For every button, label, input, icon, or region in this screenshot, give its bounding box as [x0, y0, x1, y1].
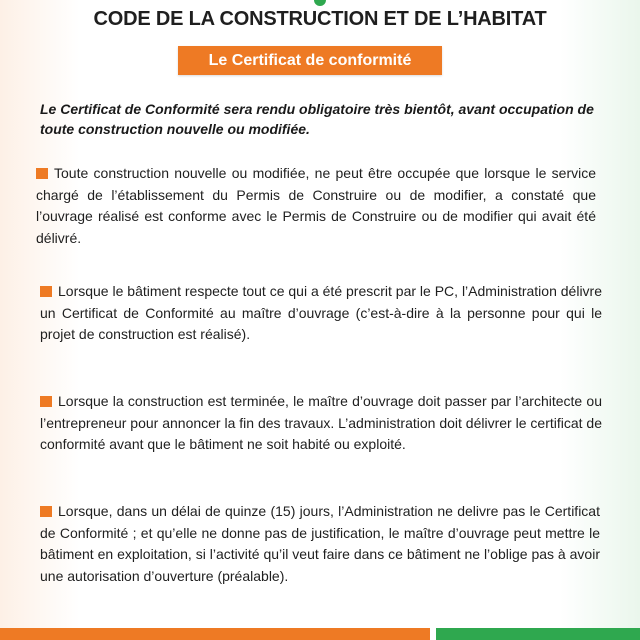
subtitle-text: Le Certificat de conformité: [208, 51, 412, 69]
square-bullet-icon: [40, 396, 52, 407]
top-accent-mark: [314, 0, 326, 6]
list-item-text: Toute construction nouvelle ou modifiée, ne peut être occupée que lorsque le service chargé de l’établissement du Permis de Construire ou de modifier, a constaté que l’ouvrage réalisé est conforme avec le Permis de Construire ou de modifier qui avait été délivré.: [36, 165, 596, 246]
page-title: CODE DE LA CONSTRUCTION ET DE L’HABITAT: [93, 8, 547, 30]
list-item: [40, 281, 602, 346]
list-item-text: Lorsque la construction est terminée, le maître d’ouvrage doit passer par l’architecte ou l’entrepreneur pour annoncer la fin des travaux. L’administration doit délivrer le certificat de conformité avant que le bâtiment ne soit habité ou exploité.: [40, 393, 602, 452]
list-item: [40, 501, 600, 587]
intro-paragraph: Le Certificat de Conformité sera rendu obligatoire très bientôt, avant occupation de toute construction nouvelle ou modifiée.: [40, 101, 594, 137]
footer-orange-stripe: [0, 628, 430, 640]
list-item-text: Lorsque, dans un délai de quinze (15) jours, l’Administration ne delivre pas le Certificat de Conformité ; et qu’elle ne donne pas de justification, le maître d’ouvrage peut mettre le bâtiment en exploitation, si l’activité qu’il veut faire dans ce bâtiment ne l’oblige pas à avoir une autorisation d’ouverture (préalable).: [40, 503, 600, 584]
list-item-text: Lorsque le bâtiment respecte tout ce qui a été prescrit par le PC, l’Administration délivre un Certificat de Conformité au maître d’ouvrage (c’est-à-dire à la personne pour qui le projet de construction est réalisé).: [40, 283, 602, 342]
square-bullet-icon: [40, 286, 52, 297]
list-item: [36, 163, 596, 249]
list-item: [40, 391, 602, 456]
subtitle-banner: [178, 46, 442, 75]
square-bullet-icon: [40, 506, 52, 517]
footer-bar: [0, 628, 640, 640]
square-bullet-icon: [36, 168, 48, 179]
footer-green-stripe: [436, 628, 640, 640]
